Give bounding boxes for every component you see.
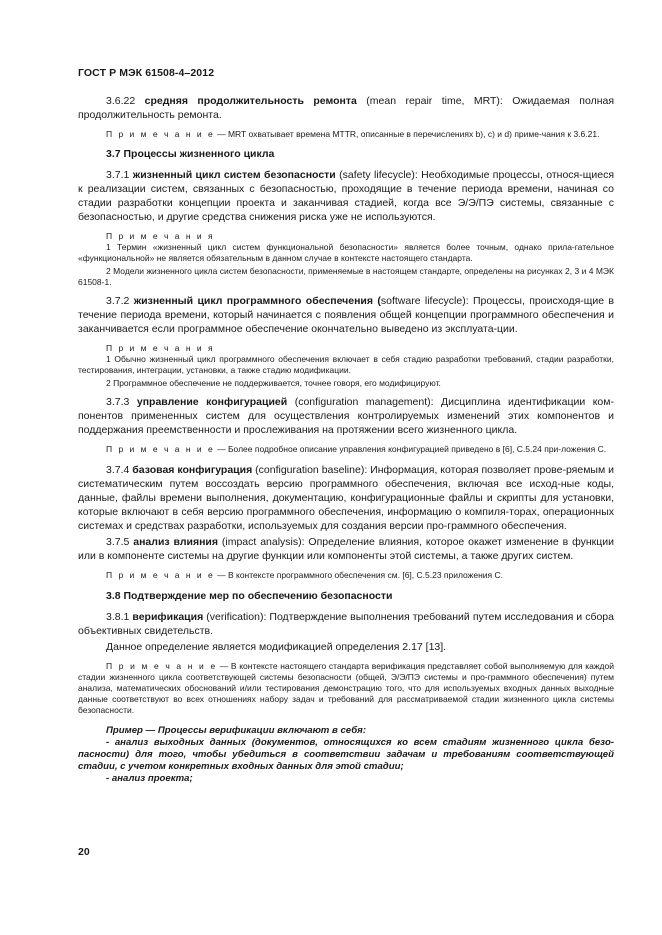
- notes-label: П р и м е ч а н и я: [106, 343, 215, 353]
- definition-3-7-5: [78, 535, 614, 563]
- term: управление конфигурацией: [136, 396, 288, 408]
- definition-text: (impact analysis): Определение влияния, которое окажет изменение в функции или в компоненте системы на другие функции или компоненты этой системы, а также других систем.: [78, 536, 614, 562]
- clause-number: 3.7.3: [106, 396, 130, 408]
- definition-text: software lifecycle): Процессы, происходя-щие в течение периода времени, который начинается с появления общей концепции программного обеспечения и заканчивается если программное обеспечение окончательно выведено из эксплуата-ции.: [78, 295, 615, 335]
- note-item: 2 Программное обеспечение не поддерживается, точнее говоря, его модифицируют.: [106, 378, 441, 388]
- clause-number: 3.7.1: [106, 169, 130, 181]
- example-item: - анализ проекта;: [106, 773, 193, 784]
- note-label: П р и м е ч а н и е: [106, 129, 215, 139]
- definition-3-7-2: [78, 294, 614, 336]
- note-text: — Более подробное описание управления конфигурацией приведено в [6], С.5.24 при-ложения С.: [214, 444, 607, 454]
- clause-number: 3.7.5: [106, 536, 130, 548]
- note: [78, 129, 614, 140]
- note-item: 1 Обычно жизненный цикл программного обеспечения включает в себя стадию разработки требований, стадии разработки, тестирования, интеграции, установки, а также стадию модификации.: [78, 354, 614, 375]
- section-heading-3-7: 3.7 Процессы жизненного цикла: [106, 148, 275, 160]
- term: жизненный цикл программного обеспечения (: [133, 295, 381, 307]
- definition-text: (mean repair time, MRT): Ожидаемая полная продолжительность ремонта.: [78, 95, 615, 121]
- term: верификация: [132, 611, 204, 623]
- note-text: — В контексте программного обеспечения см. [6], С.5.23 приложения С.: [214, 570, 504, 580]
- clause-number: 3.7.2: [106, 295, 130, 307]
- clause-number: 3.8.1: [106, 611, 130, 623]
- term: средняя продолжительность ремонта: [144, 95, 357, 107]
- note-text: — В контексте настоящего стандарта верификация представляет собой выполняемую для каждой стадии жизненного цикла соответствующей системы безопасности (общей, Э/Э/ПЭ системы и про-граммного обеспечения) путем анализа, математических обоснований и/или тестирования демонстрацию того, что для используемых входных данных выходные данные соответствуют во всех отношениях набору задач и требований для рассматриваемой стадии жизненного цикла системы безопасности.: [78, 661, 614, 715]
- page-number: 20: [78, 846, 90, 858]
- definition-text: (configuration management): Дисциплина идентификации ком-понентов примененных систем для осуществления контролируемых изменений этих компонентов и поддержания преемственности и прослеживания на протяжении всего жизненного цикла.: [78, 396, 614, 436]
- section-heading-3-8: 3.8 Подтверждение мер по обеспечению безопасности: [106, 590, 393, 602]
- definition-3-7-1: [78, 168, 614, 224]
- note-label: П р и м е ч а н и е: [106, 661, 218, 671]
- definition-text: (configuration baseline): Информация, которая позволяет прове-ряемым и систематическим путем воссоздать версию программного обеспечения, включая все исход-ные коды, данные, файлы времени выполнения, документацию, конфигурационные файлы и скрипты для установки, которые включают в себя версию программного обеспечения, информацию о компиля-торах, операционных системах и средствах разработки, используемых для создания версии про-граммного обеспечения.: [78, 464, 614, 532]
- document-body: [78, 94, 614, 785]
- definition-3-6-22: [78, 94, 614, 122]
- note-item: 1 Термин «жизненный цикл систем функциональной безопасности» является более точным, однако прила-гательное «функциональной» не является обязательным в данном случае в контексте настоящего стандарта.: [78, 242, 614, 263]
- note: [78, 661, 614, 716]
- note-label: П р и м е ч а н и е: [106, 444, 215, 454]
- note-text: — MRT охватывает времена MTTR, описанные в перечислениях b), c) и d) приме-чания к 3.6.21.: [214, 129, 600, 139]
- definition-3-8-1: [78, 610, 614, 638]
- document-header: ГОСТ Р МЭК 61508-4–2012: [78, 67, 215, 79]
- clause-number: 3.7.4: [106, 464, 130, 476]
- paragraph: Данное определение является модификацией определения 2.17 [13].: [106, 641, 447, 653]
- example-item: - анализ выходных данных (документов, относящихся ко всем стадиям жизненного цикла безо-пасности) для того, чтобы убедиться в соответствии задачам и требованиям соответствующей стадии, с учетом конкретных входных данных для этой стадии;: [78, 737, 614, 772]
- note-item: 2 Модели жизненного цикла систем безопасности, применяемые в настоящем стандарте, определены на рисунках 2, 3 и 4 МЭК 61508-1.: [78, 266, 614, 287]
- clause-number: 3.6.22: [106, 95, 136, 107]
- note: [78, 570, 614, 581]
- definition-3-7-3: [78, 395, 614, 437]
- definition-text: (safety lifecycle): Необходимые процессы, относя-щиеся к реализации систем, связанных с безопасностью, проходящие в течение периода времени, начиная со стадии разработки концепции проекта и заканчивая стадией, когда все Э/Э/ПЭ системы, связанные с безопасностью, и другие средства снижения риска уже не используются.: [78, 169, 615, 223]
- notes-label: П р и м е ч а н и я: [106, 231, 215, 241]
- note-label: П р и м е ч а н и е: [106, 570, 215, 580]
- definition-3-7-4: [78, 463, 614, 533]
- definition-text: (verification): Подтверждение выполнения требований путем исследования и сбора объективных свидетельств.: [78, 611, 614, 637]
- term: жизненный цикл систем безопасности: [132, 169, 336, 181]
- term: базовая конфигурация: [132, 464, 253, 476]
- note: [78, 444, 614, 455]
- term: анализ влияния: [133, 536, 218, 548]
- example-heading: Пример — Процессы верификации включают в себя:: [106, 725, 367, 736]
